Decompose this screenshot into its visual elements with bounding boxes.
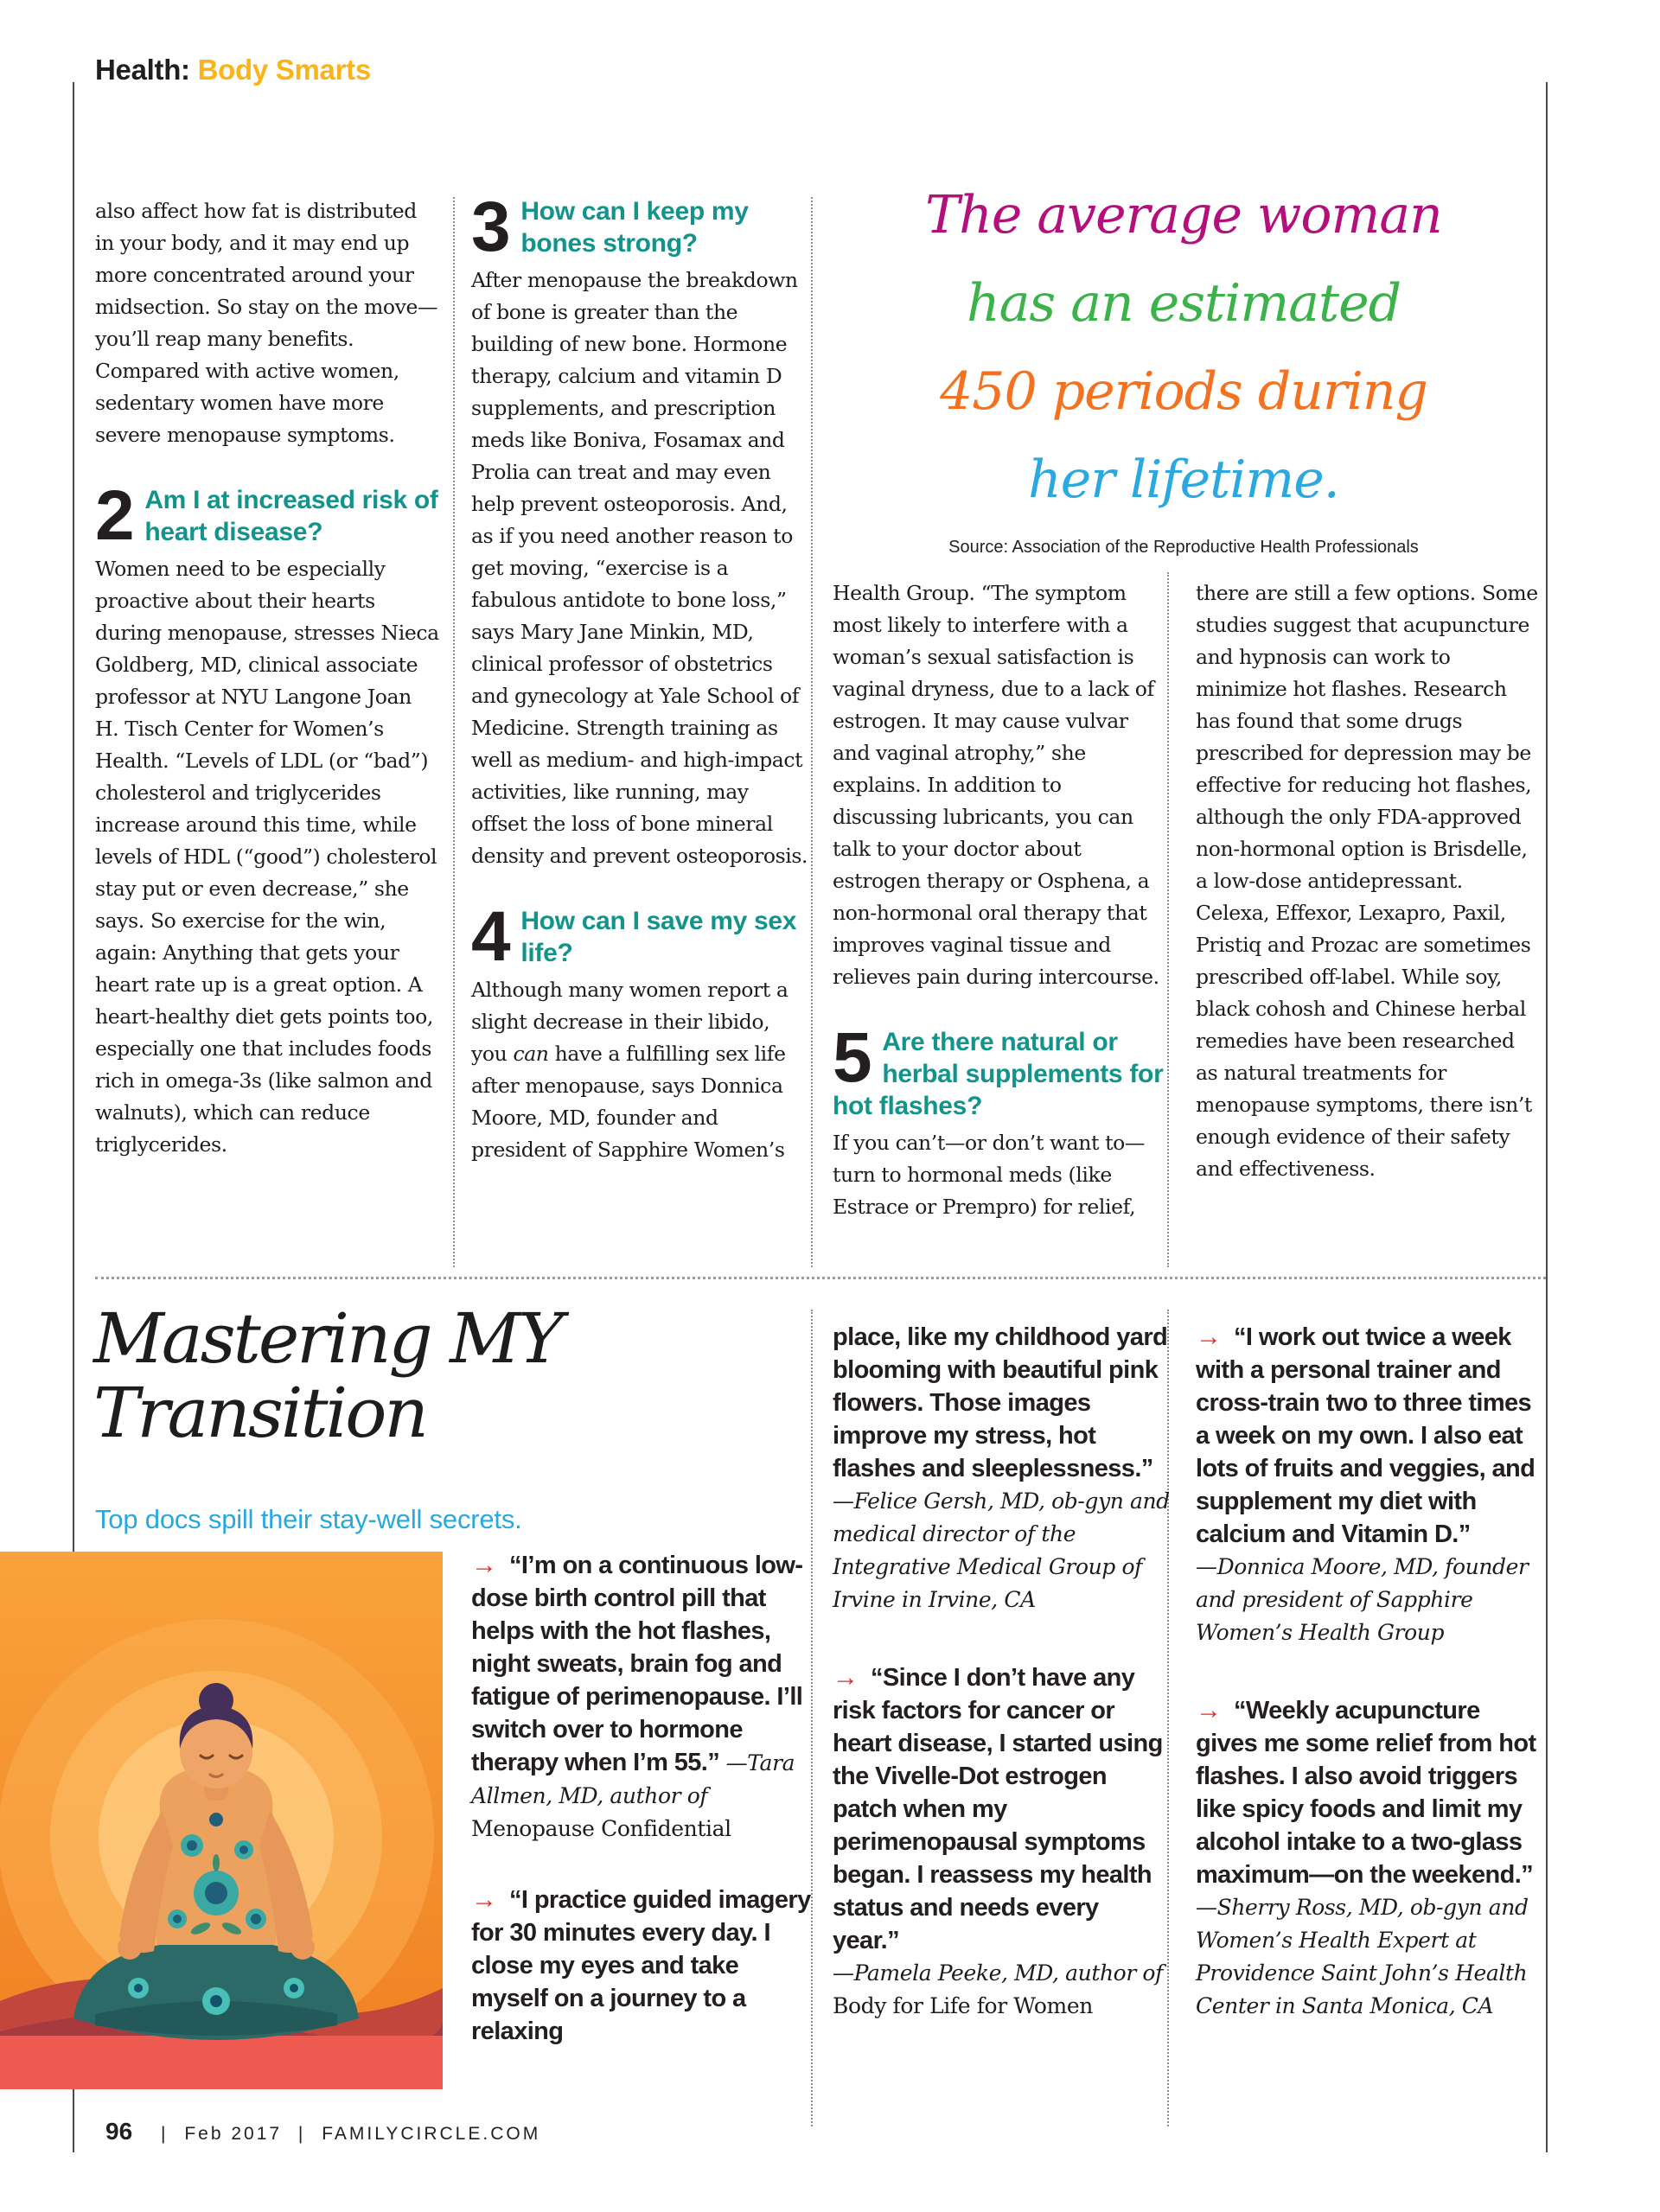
quote-attribution-title: Body for Life for Women <box>833 1993 1093 2018</box>
question-3-heading <box>471 188 810 266</box>
issue-date: Feb 2017 <box>184 2124 283 2144</box>
arrow-icon: → <box>833 1663 859 1692</box>
footer-divider: | <box>161 2124 169 2144</box>
question-2-heading <box>95 476 439 555</box>
doctor-quote <box>471 1884 817 2048</box>
quote-attribution: —Tara Allmen, MD, author of <box>471 1750 795 1808</box>
arrow-icon: → <box>1196 1696 1222 1724</box>
feature-subtitle: Top docs spill their stay-well secrets. <box>95 1504 522 1534</box>
section-divider <box>95 1277 1546 1279</box>
paragraph: there are still a few options. Some studies suggest that acupuncture and hypnosis can work to minimize hot flashes. Research has found that some drugs prescribed for depression may be effective for reducing hot flashes, although the only FDA-approved non-hormonal option is Brisdelle, a low-dose antidepressant. Celexa, Effexor, Lexapro, Paxil, Pristiq and Prozac are sometimes prescribed off-label. While soy, black cohosh and Chinese herbal remedies have been researched as natural treatments for menopause symptoms, there isn’t enough evidence of their safety and effectiveness. <box>1196 581 1538 1181</box>
article-column-1 <box>95 195 439 1161</box>
doctor-quote <box>1196 1321 1542 1649</box>
article-column-3 <box>833 577 1170 1223</box>
quote-attribution: —Felice Gersh, MD, ob-gyn and medical director of the Integrative Medical Group of Irvine in Irvine, CA <box>833 1488 1170 1612</box>
quotes-column-2 <box>833 1321 1172 2061</box>
right-page-rule <box>1546 82 1548 2152</box>
paragraph-italic-word: can <box>513 1042 549 1066</box>
paragraph: also affect how fat is distributed in your body, and it may end up more concentrated around your midsection. So stay on the move—you’ll reap many benefits. Compared with active women, sedentary women have more severe menopause symptoms. <box>95 199 438 447</box>
doctor-quote <box>833 1321 1172 1616</box>
paragraph <box>471 974 810 1166</box>
doctor-quote <box>1196 1694 1542 2023</box>
arrow-icon: → <box>471 1885 497 1914</box>
quote-attribution-title: Menopause Confidential <box>471 1816 731 1841</box>
topic-label: Body Smarts <box>197 54 371 86</box>
feature-title-line-2: Transition <box>93 1373 426 1453</box>
pull-quote-source: Source: Association of the Reproductive Health Professionals <box>948 538 1419 557</box>
paragraph: Women need to be especially proactive about their hearts during menopause, stresses Nieca Goldberg, MD, clinical associate professor at NYU Langone Joan H. Tisch Center for Women’s Health. “Levels of LDL (or “bad”) cholesterol and triglycerides increase around this time, while levels of HDL (“good”) cholesterol stay put or even decrease,” she says. So exercise for the win, again: Anything that gets your heart rate up is a great option. A heart-healthy diet gets points too, especially one that includes foods rich in omega-3s (like salmon and walnuts), which can reduce triglycerides. <box>95 557 439 1157</box>
doctor-quote <box>833 1661 1172 2023</box>
feature-title-line-1: Mastering MY <box>93 1298 561 1379</box>
question-2-number: 2 <box>95 476 135 555</box>
quote-text: “I practice guided imagery for 30 minutes every day. I close my eyes and take myself on a journey to a relaxing <box>471 1886 811 2045</box>
quote-text: place, like my childhood yard blooming with beautiful pink flowers. Those images improve my stress, hot flashes and sleeplessness.” <box>833 1323 1168 1482</box>
arrow-icon: → <box>1196 1323 1222 1351</box>
site-url: FAMILYCIRCLE.COM <box>322 2124 541 2144</box>
divider-col1-col2 <box>453 197 455 1267</box>
paragraph: Health Group. “The symptom most likely to interfere with a woman’s sexual satisfaction is vaginal dryness, due to a lack of estrogen. It may cause vulvar and vaginal atrophy,” she explains. In addition to discussing lubricants, you can talk to your doctor about estrogen therapy or Osphena, a non-hormonal oral therapy that improves vaginal tissue and relieves pain during intercourse. <box>833 581 1159 989</box>
quote-text: “Weekly acupuncture gives me some relief from hot flashes. I also avoid triggers like spicy foods and limit my alcohol intake to a two-glass maximum—on the weekend.” <box>1196 1697 1536 1889</box>
quotes-column-1 <box>471 1549 817 2086</box>
article-column-2 <box>471 188 810 1166</box>
question-4-heading <box>471 897 810 976</box>
meditation-illustration <box>0 1552 443 2089</box>
quote-text: “Since I don’t have any risk factors for cancer or heart disease, I started using the Vivelle-Dot estrogen patch when my perimenopausal symptoms began. I reassess my health status and needs every year.” <box>833 1664 1163 1954</box>
paragraph-part: have a fulfilling sex life after menopause, says Donnica Moore, MD, founder and president of Sapphire Women’s <box>471 1042 786 1162</box>
arrow-icon: → <box>471 1551 497 1579</box>
question-3-title: How can I keep my bones strong? <box>520 197 749 258</box>
quotes-column-3 <box>1196 1321 1542 2061</box>
feature-title <box>93 1298 681 1453</box>
question-3-number: 3 <box>471 188 511 266</box>
quote-text: “I’m on a continuous low-dose birth control pill that helps with the hot flashes, night sweats, brain fog and fatigue of perimenopause. I’ll switch over to hormone therapy when I’m 55.” <box>471 1552 803 1776</box>
article-column-4 <box>1196 577 1538 1185</box>
page-number: 96 <box>105 2118 133 2145</box>
divider-col2-col3 <box>811 197 813 1267</box>
meditation-illustration-svg <box>0 1552 443 2089</box>
section-label: Health: <box>95 54 190 86</box>
footer-divider: | <box>297 2124 306 2144</box>
pull-quote <box>826 171 1542 558</box>
quote-text: “I work out twice a week with a personal trainer and cross-train two to three times a week on my own. I also eat lots of fruits and veggies, and supplement my diet with calcium and Vitamin D.” <box>1196 1323 1536 1548</box>
quote-attribution: —Pamela Peeke, MD, author of <box>833 1960 1163 1986</box>
section-header <box>95 54 371 86</box>
question-2-title: Am I at increased risk of heart disease? <box>144 486 438 546</box>
pull-quote-line-1: The average woman <box>925 185 1442 245</box>
paragraph: If you can’t—or don’t want to—turn to hormonal meds (like Estrace or Prempro) for relief, <box>833 1131 1146 1219</box>
quote-attribution: —Sherry Ross, MD, ob-gyn and Women’s Health Expert at Providence Saint John’s Health Center in Santa Monica, CA <box>1196 1895 1529 2018</box>
question-5-number: 5 <box>833 1018 872 1097</box>
question-5-heading <box>833 1018 1170 1122</box>
pull-quote-line-2: has an estimated <box>966 273 1401 334</box>
paragraph: After menopause the breakdown of bone is greater than the building of new bone. Hormone therapy, calcium and vitamin D supplements, and prescription meds like Boniva, Fosamax and Prolia can treat and may even help prevent osteoporosis. And, as if you need another reason to get moving, “exercise is a fabulous antidote to bone loss,” says Mary Jane Minkin, MD, clinical professor of obstetrics and gynecology at Yale School of Medicine. Strength training as well as medium- and high-impact activities, like running, may offset the loss of bone mineral density and prevent osteoporosis. <box>471 268 808 868</box>
quote-attribution: —Donnica Moore, MD, founder and president of Sapphire Women’s Health Group <box>1196 1554 1529 1645</box>
question-4-number: 4 <box>471 897 511 976</box>
pull-quote-line-3: 450 periods during <box>940 361 1427 422</box>
paragraph-part: Although many women report a slight decrease in their libido, you <box>471 978 788 1066</box>
pull-quote-line-4: her lifetime. <box>1028 449 1339 510</box>
doctor-quote <box>471 1549 817 1845</box>
page-footer <box>105 2118 540 2145</box>
question-4-title: How can I save my sex life? <box>520 907 797 967</box>
question-5-title: Are there natural or herbal supplements for hot flashes? <box>833 1028 1164 1120</box>
